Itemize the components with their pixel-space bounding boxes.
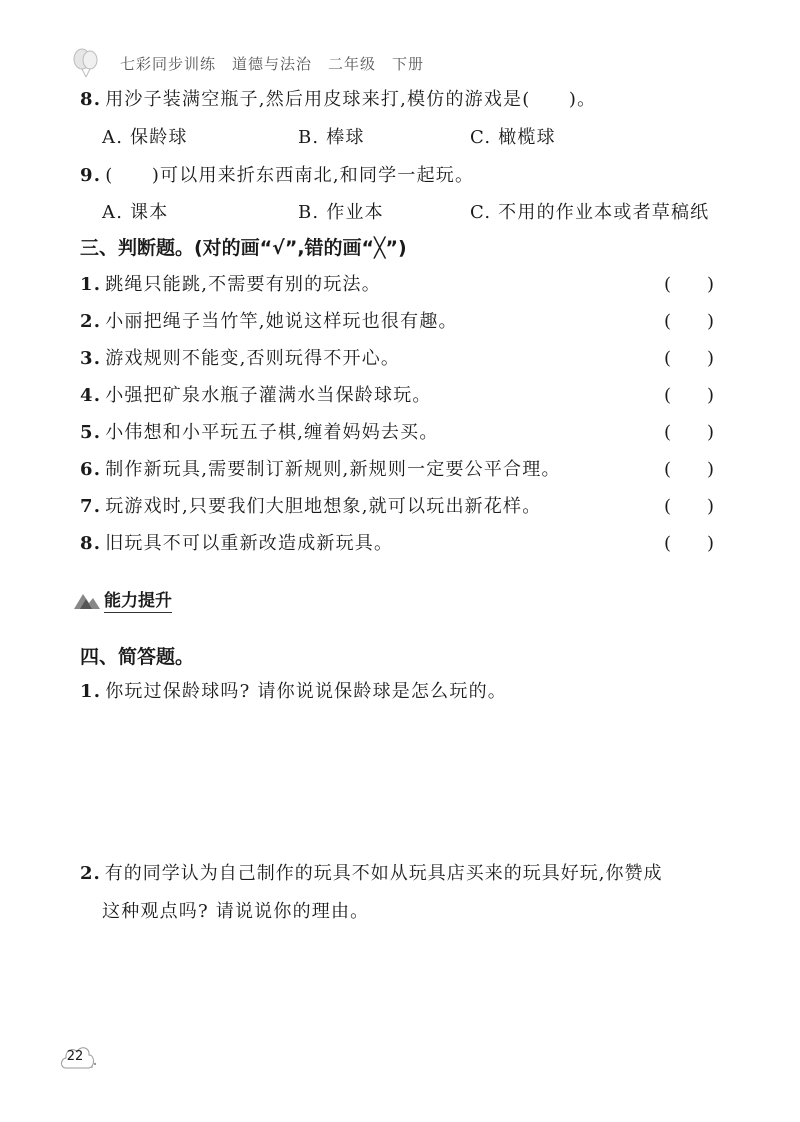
- judgement-item: [80, 421, 439, 445]
- short-answer-question-1: [80, 680, 507, 704]
- ability-label: 能力提升: [104, 586, 172, 613]
- short-answer-section-title: 四、简答题。: [80, 646, 195, 668]
- item-text: 小伟想和小平玩五子棋,缠着妈妈去买。: [105, 422, 439, 443]
- judgement-item: [80, 347, 400, 371]
- question-number: 2.: [80, 863, 101, 884]
- answer-blank[interactable]: ( ): [664, 274, 715, 295]
- judgement-section-title: 三、判断题。(对的画“√”,错的画“╳”): [80, 237, 407, 259]
- choice-question-9: [80, 164, 474, 188]
- item-text: 小强把矿泉水瓶子灌满水当保龄球玩。: [105, 385, 432, 406]
- answer-blank[interactable]: ( ): [664, 459, 715, 480]
- question-text: 你玩过保龄球吗? 请你说说保龄球是怎么玩的。: [105, 681, 507, 702]
- judgement-item: [80, 495, 541, 519]
- item-text: 跳绳只能跳,不需要有别的玩法。: [105, 274, 381, 295]
- answer-blank[interactable]: ( ): [664, 348, 715, 369]
- answer-blank[interactable]: ( ): [664, 422, 715, 443]
- mountain-icon: [74, 590, 100, 610]
- page-number: 22: [66, 1049, 84, 1064]
- answer-blank[interactable]: ( ): [664, 533, 715, 554]
- item-number: 6.: [80, 459, 102, 480]
- item-number: 3.: [80, 348, 102, 369]
- answer-blank[interactable]: ( ): [664, 496, 715, 517]
- judgement-item: [80, 273, 381, 297]
- header-volume: 下册: [392, 54, 425, 73]
- option-a: A. 课本: [102, 202, 169, 223]
- item-text: 游戏规则不能变,否则玩得不开心。: [105, 348, 401, 369]
- item-text: 玩游戏时,只要我们大胆地想象,就可以玩出新花样。: [105, 496, 542, 517]
- option-b: B. 作业本: [298, 202, 384, 223]
- option-c: C. 不用的作业本或者草稿纸: [470, 202, 710, 223]
- choice-question-8: [80, 88, 596, 112]
- item-number: 8.: [80, 533, 102, 554]
- ability-banner: [74, 586, 172, 613]
- question-text-line-1: 有的同学认为自己制作的玩具不如从玩具店买来的玩具好玩,你赞成: [104, 863, 663, 884]
- option-b: B. 棒球: [298, 127, 365, 148]
- option-c: C. 橄榄球: [470, 127, 556, 148]
- judgement-item: [80, 532, 393, 556]
- item-text: 小丽把绳子当竹竿,她说这样玩也很有趣。: [105, 311, 458, 332]
- question-number: 8.: [80, 89, 102, 110]
- question-text: 用沙子装满空瓶子,然后用皮球来打,模仿的游戏是( )。: [105, 89, 597, 110]
- answer-blank[interactable]: ( ): [664, 311, 715, 332]
- page-header: [72, 46, 672, 80]
- item-number: 5.: [80, 422, 102, 443]
- judgement-item: [80, 384, 432, 408]
- item-number: 7.: [80, 496, 102, 517]
- judgement-item: [80, 458, 561, 482]
- judgement-item: [80, 310, 458, 334]
- item-text: 旧玩具不可以重新改造成新玩具。: [105, 533, 394, 554]
- question-text: ( )可以用来折东西南北,和同学一起玩。: [105, 165, 475, 186]
- option-a: A. 保龄球: [102, 127, 188, 148]
- balloon-logo-icon: [72, 48, 100, 78]
- item-number: 4.: [80, 385, 102, 406]
- item-number: 2.: [80, 311, 102, 332]
- header-grade: 二年级: [328, 54, 377, 73]
- item-number: 1.: [80, 274, 102, 295]
- header-series: 七彩同步训练: [120, 54, 217, 73]
- question-number: 1.: [80, 681, 102, 702]
- short-answer-question-2-continuation: 这种观点吗? 请说说你的理由。: [102, 901, 370, 922]
- question-number: 9.: [80, 165, 102, 186]
- page-number-badge: [58, 1040, 98, 1076]
- item-text: 制作新玩具,需要制订新规则,新规则一定要公平合理。: [105, 459, 561, 480]
- short-answer-question-2: [80, 862, 663, 886]
- header-subject: 道德与法治: [232, 54, 313, 73]
- answer-blank[interactable]: ( ): [664, 385, 715, 406]
